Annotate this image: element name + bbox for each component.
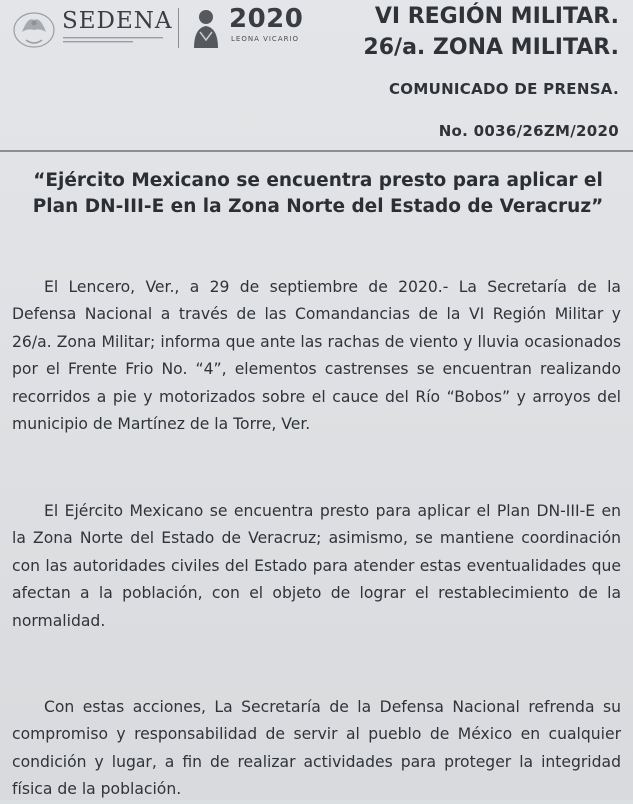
paragraph-3: Con estas acciones, La Secretaría de la Defensa Nacional refrenda su compromiso y responsabilidad de servir al pueblo de México en cualquier condición y lugar, a fin de realizar actividades para proteger la integridad física de la población. xyxy=(12,697,621,799)
zona-title: 26/a. ZONA MILITAR. xyxy=(363,35,619,60)
paragraph-2: El Ejército Mexicano se encuentra presto para aplicar el Plan DN-III-E en la Zona Norte del Estado de Veracruz; asimismo, se mantiene coordinación con las autoridades civiles del Estado para atender estas eventualidades que afectan a la población, con el objeto de lograr el restablecimiento de la normalidad. xyxy=(12,501,621,630)
release-number: No. 0036/26ZM/2020 xyxy=(438,122,619,140)
sedena-subtitle-lines xyxy=(63,36,173,44)
logo-separator xyxy=(178,8,179,48)
year-2020-wordmark: 2020 xyxy=(229,4,304,34)
paragraph-1: El Lencero, Ver., a 29 de septiembre de 2020.- La Secretaría de la Defensa Nacional a través de las Comandancias de la VI Región Militar y 26/a. Zona Militar; informa que ante las rachas de viento y lluvia ocasionados por el Frente Frio No. “4”, elementos castrenses se encuentran realizando recorridos a pie y motorizados sobre el cauce del Río “Bobos” y arroyos del municipio de Martínez de la Torre, Ver. xyxy=(12,277,621,434)
header-divider xyxy=(0,150,633,152)
eagle-seal-icon xyxy=(8,6,60,50)
leona-vicario-figure-icon xyxy=(186,6,226,50)
region-title: VI REGIÓN MILITAR. xyxy=(374,4,619,29)
press-release-label: COMUNICADO DE PRENSA. xyxy=(389,80,619,98)
sedena-wordmark: SEDENA xyxy=(62,8,173,34)
leona-vicario-label: LEONA VICARIO xyxy=(231,35,300,43)
headline: “Ejército Mexicano se encuentra presto para aplicar el Plan DN-III-E en la Zona Norte del Estado de Veracruz” xyxy=(32,170,604,217)
